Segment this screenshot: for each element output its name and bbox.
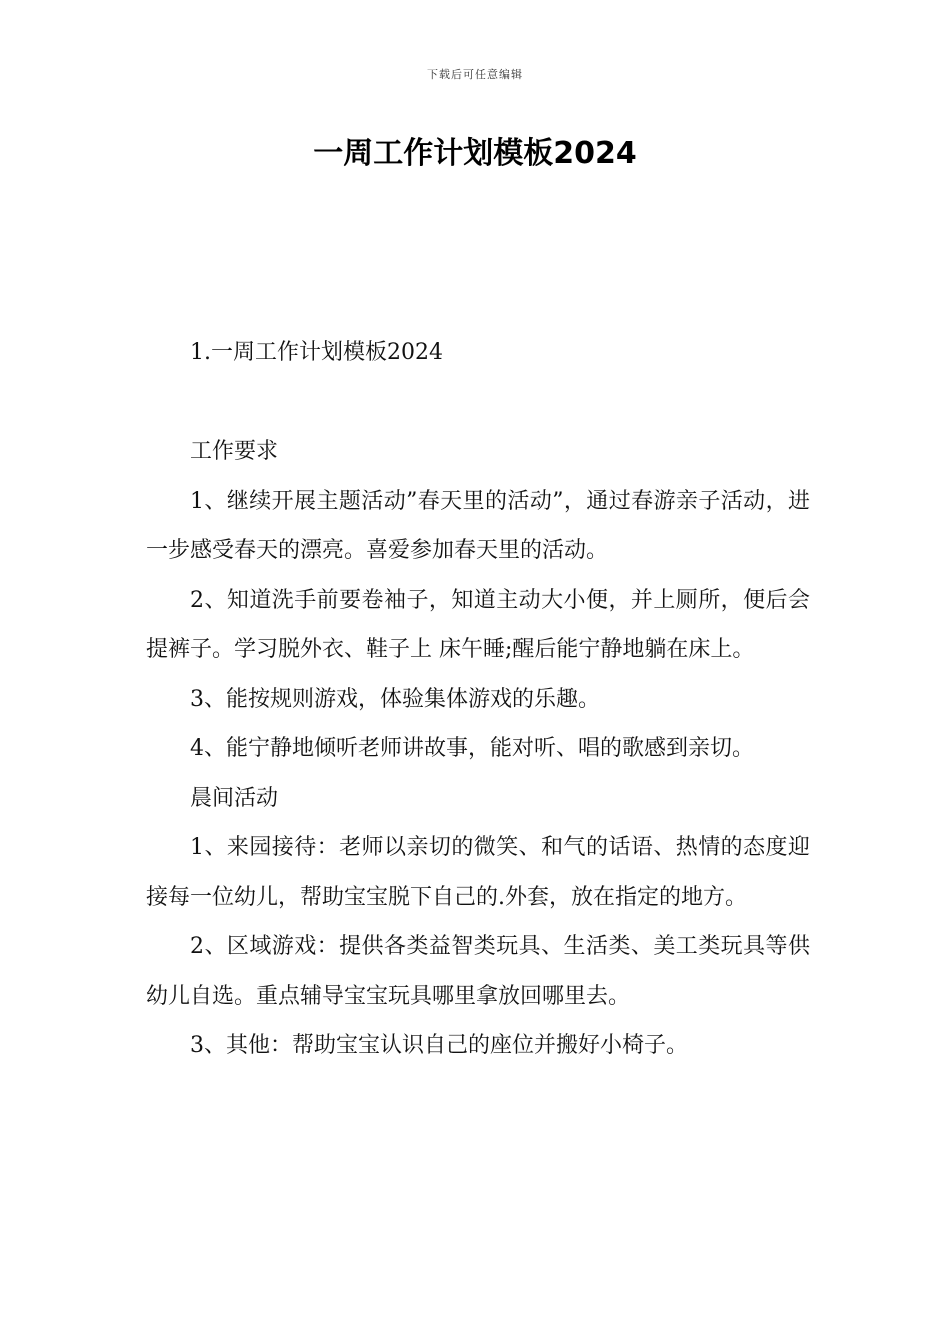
document-body bbox=[146, 328, 810, 1071]
subheading-work-requirements: 工作要求 bbox=[190, 439, 279, 464]
paragraph: 2、知道洗手前要卷袖子，知道主动大小便，并上厕所，便后会提裤子。学习脱外衣、鞋子上 床午睡;醒后能宁静地躺在床上。 bbox=[146, 587, 810, 662]
paragraph: 4、能宁静地倾听老师讲故事，能对听、唱的歌感到亲切。 bbox=[190, 736, 754, 761]
subheading-morning-activities: 晨间活动 bbox=[190, 785, 279, 811]
paragraph: 2、区域游戏：提供各类益智类玩具、生活类、美工类玩具等供幼儿自选。重点辅导宝宝玩具哪里拿放回哪里去。 bbox=[146, 934, 810, 1009]
paragraph: 3、其他：帮助宝宝认识自己的座位并搬好小椅子。 bbox=[190, 1033, 688, 1058]
document-title: 一周工作计划模板2024 bbox=[313, 136, 637, 171]
paragraph: 3、能按规则游戏，体验集体游戏的乐趣。 bbox=[190, 686, 600, 712]
section-heading: 1.一周工作计划模板2024 bbox=[190, 340, 443, 365]
header-note: 下载后可任意编辑 bbox=[427, 68, 523, 81]
paragraph: 1、来园接待：老师以亲切的微笑、和气的话语、热情的态度迎接每一位幼儿，帮助宝宝脱下自己的.外套，放在指定的地方。 bbox=[146, 835, 810, 910]
paragraph: 1、继续开展主题活动”春天里的活动”，通过春游亲子活动，进一步感受春天的漂亮。喜爱参加春天里的活动。 bbox=[146, 488, 810, 563]
